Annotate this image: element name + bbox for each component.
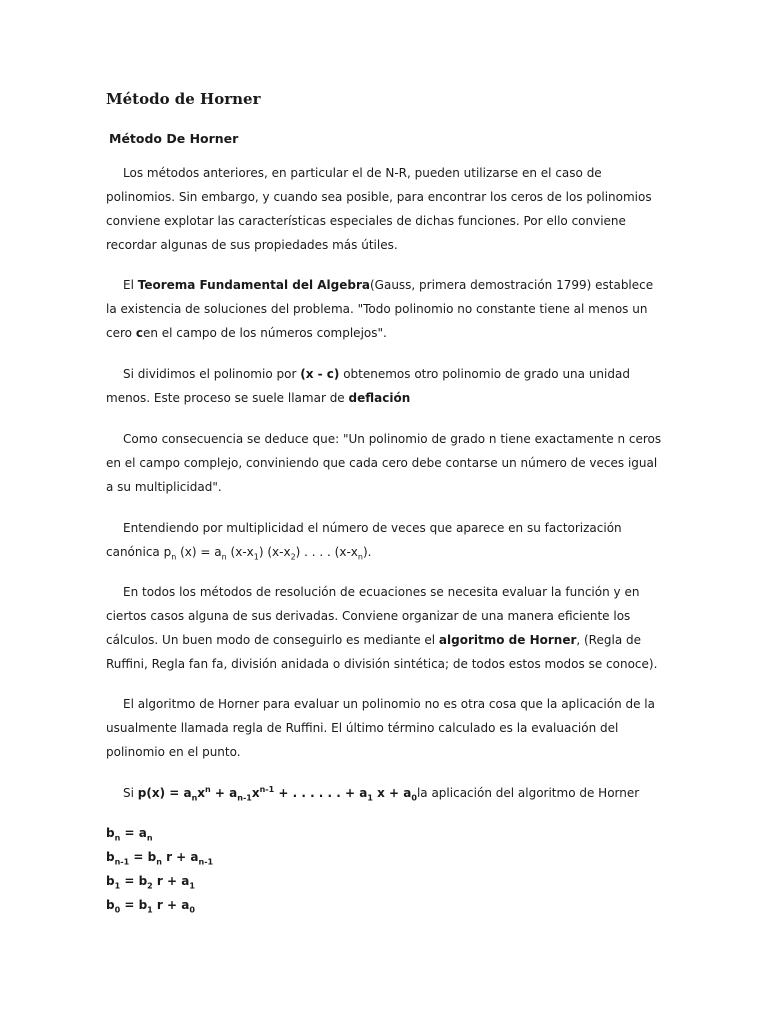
text-run: (Gauss, primera demostración 1799) establece la existencia de soluciones del problema. "Todo polinomio no constante tiene al menos un cero <box>106 278 654 340</box>
formula-line: $b_1 = b_2$ $r + a_1$ <box>106 874 195 891</box>
paragraph-multiplicity <box>106 516 666 564</box>
text-run: + . . . . . . + a <box>274 786 368 800</box>
text-run: (x) = a <box>176 545 222 559</box>
text-run: en el campo de los números complejos". <box>142 326 387 340</box>
formula-line: $b_{n-1} = b_n$ $r + a_{n-1}$ <box>106 850 214 867</box>
paragraph-ruffini: El algoritmo de Horner para evaluar un polinomio no es otra cosa que la aplicación de la usualmente llamada regla de Ruffini. El último término calculado es la evaluación del polinomio en el punto. <box>106 697 655 759</box>
subscript: n <box>357 552 363 562</box>
subscript: n <box>171 552 177 562</box>
superscript: n <box>205 785 211 794</box>
subscript: 0 <box>411 793 417 803</box>
paragraph-intro: Los métodos anteriores, en particular el de N-R, pueden utilizarse en el caso de polinomios. Sin embargo, y cuando sea posible, para encontrar los ceros de los polinomios conviene explotar las características especiales de dichas funciones. Por ello conviene recordar algunas de sus propiedades más útiles. <box>106 166 652 252</box>
deflation-term: deflación <box>348 391 411 405</box>
paragraph-theorem <box>106 273 666 345</box>
subscript: 1 <box>253 552 259 562</box>
text-run: la aplicación del algoritmo de Horner <box>416 786 640 800</box>
text-run: ) (x-x <box>258 545 291 559</box>
paragraph-polynomial <box>106 781 666 805</box>
text-run: En todos los métodos de resolución de ecuaciones se necesita evaluar la función y en ciertos casos alguna de sus derivadas. Conviene organizar de una manera eficiente los cálculos. Un buen modo de conseguirlo es mediante el <box>106 585 640 647</box>
subscript: 2 <box>290 552 296 562</box>
page-title: Método de Horner <box>106 90 261 108</box>
paragraph-horner-intro <box>106 580 666 676</box>
text-run: p(x) = a <box>137 786 192 800</box>
variable-c: c <box>135 326 143 340</box>
text-run: Si dividimos el polinomio por <box>123 367 301 381</box>
text-run: Entendiendo por multiplicidad el número de veces que aparece en su factorización canónica p <box>106 521 622 559</box>
text-run: (x-x <box>226 545 254 559</box>
text-run: ) . . . . (x-x <box>295 545 358 559</box>
text-run: + a <box>210 786 238 800</box>
text-run: x <box>251 786 260 800</box>
paragraph-consequence: Como consecuencia se deduce que: "Un polinomio de grado n tiene exactamente n ceros en el campo complejo, conviniendo que cada cero debe contarse un número de veces igual a su multiplicidad". <box>106 432 662 494</box>
paragraph-deflation <box>106 362 666 410</box>
text-run: x + a <box>372 786 412 800</box>
algorithm-name: algoritmo de Horner <box>438 633 577 647</box>
subscript: 1 <box>367 793 373 803</box>
text-run: obtenemos otro polinomio de grado una unidad menos. Este proceso se suele llamar de <box>106 367 630 405</box>
text-run: , (Regla de Ruffini, Regla fan fa, división anidada o división sintética; de todos estos modos se conoce). <box>106 633 658 671</box>
subscript: n-1 <box>237 793 252 803</box>
polynomial-expression <box>137 785 417 803</box>
section-heading: Método De Horner <box>109 131 239 146</box>
subscript: n <box>191 793 198 803</box>
text-run: x <box>197 786 206 800</box>
factor-expression: (x - c) <box>300 367 340 381</box>
formula-line: $b_0 = b_1$ $r + a_0$ <box>106 898 195 915</box>
text-run: Si <box>123 786 138 800</box>
theorem-name: Teorema Fundamental del Algebra <box>137 278 370 292</box>
formula-line: $b_n = a_n$ <box>106 826 153 843</box>
subscript: n <box>221 552 227 562</box>
text-run: El <box>123 278 138 292</box>
superscript: n-1 <box>259 785 275 794</box>
text-run: ). <box>362 545 372 559</box>
